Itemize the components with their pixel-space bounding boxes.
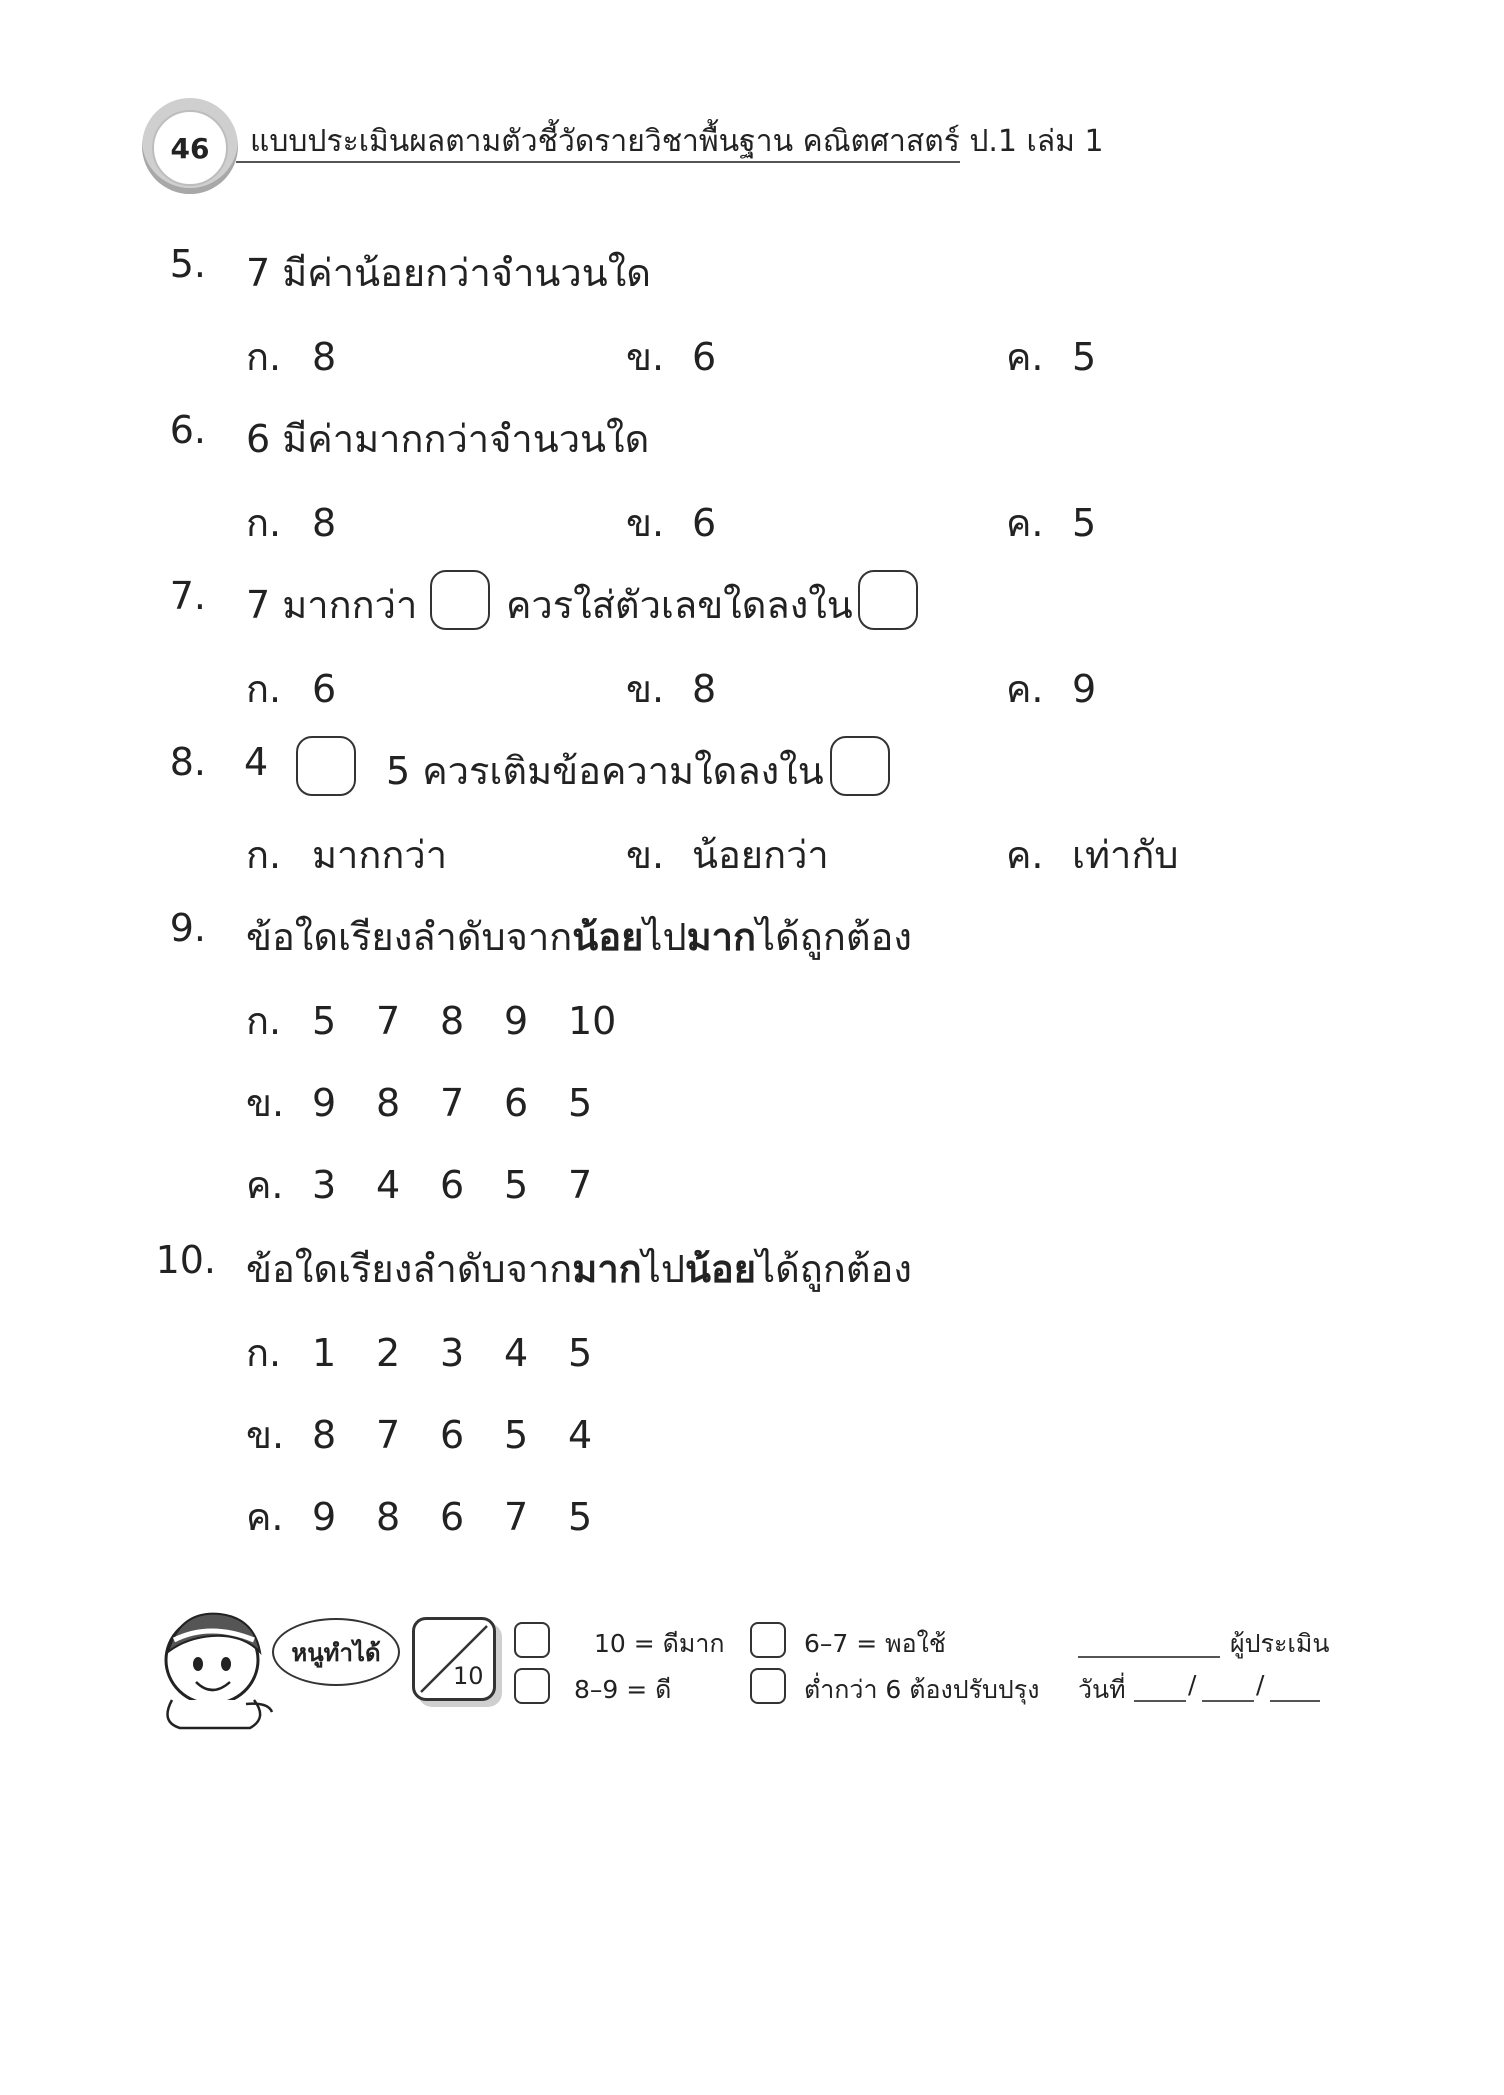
- question-7-option-a[interactable]: ก. 6: [246, 667, 337, 711]
- question-9-number: 9.: [169, 906, 206, 950]
- rubric-checkbox-good[interactable]: [514, 1668, 550, 1704]
- question-9-option-a[interactable]: ก. 5 7 8 9 10: [246, 999, 617, 1043]
- score-box[interactable]: [412, 1617, 496, 1701]
- question-8-text-a: 4: [244, 740, 269, 784]
- question-10-option-a[interactable]: ก. 1 2 3 4 5: [246, 1331, 593, 1375]
- question-7-option-b[interactable]: ข. 8: [626, 667, 717, 711]
- question-7-option-c[interactable]: ค. 9: [1006, 667, 1097, 711]
- question-10-text: ข้อใดเรียงลำดับจากมากไปน้อยได้ถูกต้อง: [246, 1247, 912, 1291]
- answer-box[interactable]: [430, 570, 490, 630]
- question-5-text: 7 มีค่าน้อยกว่าจำนวนใด: [246, 251, 651, 295]
- question-7-text-b: ควรใส่ตัวเลขใดลงใน: [506, 583, 853, 627]
- date-year-line[interactable]: [1270, 1700, 1320, 1702]
- speech-bubble: หนูทำได้: [272, 1618, 400, 1686]
- date-month-line[interactable]: [1202, 1700, 1254, 1702]
- question-8-number: 8.: [169, 740, 206, 784]
- question-6-option-a[interactable]: ก. 8: [246, 501, 337, 545]
- question-9-option-b[interactable]: ข. 9 8 7 6 5: [246, 1081, 593, 1125]
- question-8-option-c[interactable]: ค. เท่ากับ: [1006, 833, 1179, 877]
- rubric-fair: 6–7 = พอใช้: [804, 1629, 946, 1658]
- question-5-number: 5.: [169, 242, 206, 286]
- question-6-text: 6 มีค่ามากกว่าจำนวนใด: [246, 417, 650, 461]
- rubric-checkbox-excellent[interactable]: [514, 1622, 550, 1658]
- header-divider: [236, 161, 960, 163]
- answer-box[interactable]: [296, 736, 356, 796]
- question-9-option-c[interactable]: ค. 3 4 6 5 7: [246, 1163, 593, 1207]
- rubric-improve: ต่ำกว่า 6 ต้องปรับปรุง: [804, 1675, 1040, 1704]
- question-10-number: 10.: [155, 1238, 216, 1282]
- header-title: แบบประเมินผลตามตัวชี้วัดรายวิชาพื้นฐาน คณิตศาสตร์ ป.1 เล่ม 1: [250, 124, 1104, 159]
- question-5-option-b[interactable]: ข. 6: [626, 335, 717, 379]
- question-10-option-b[interactable]: ข. 8 7 6 5 4: [246, 1413, 593, 1457]
- girl-illustration: [150, 1600, 280, 1730]
- score-total: 10: [453, 1662, 484, 1690]
- question-10-option-c[interactable]: ค. 9 8 6 7 5: [246, 1495, 593, 1539]
- question-8-text-b: 5 ควรเติมข้อความใดลงใน: [386, 749, 824, 793]
- question-8-option-a[interactable]: ก. มากกว่า: [246, 833, 448, 877]
- rubric-excellent: 10 = ดีมาก: [594, 1629, 725, 1658]
- date-separator: /: [1188, 1670, 1197, 1699]
- question-8-option-b[interactable]: ข. น้อยกว่า: [626, 833, 829, 877]
- rubric-checkbox-fair[interactable]: [750, 1622, 786, 1658]
- question-6-option-c[interactable]: ค. 5: [1006, 501, 1097, 545]
- assessor-label: ผู้ประเมิน: [1230, 1629, 1330, 1658]
- answer-box[interactable]: [830, 736, 890, 796]
- date-day-line[interactable]: [1134, 1700, 1186, 1702]
- question-9-text: ข้อใดเรียงลำดับจากน้อยไปมากได้ถูกต้อง: [246, 915, 912, 959]
- question-6-number: 6.: [169, 408, 206, 452]
- rubric-good: 8–9 = ดี: [574, 1675, 672, 1704]
- answer-box[interactable]: [858, 570, 918, 630]
- date-label: วันที่: [1078, 1675, 1126, 1704]
- date-separator: /: [1256, 1670, 1265, 1699]
- question-7-number: 7.: [169, 574, 206, 618]
- rubric-checkbox-improve[interactable]: [750, 1668, 786, 1704]
- question-6-option-b[interactable]: ข. 6: [626, 501, 717, 545]
- question-7-text-a: 7 มากกว่า: [246, 583, 418, 627]
- page-number: 46: [152, 110, 228, 186]
- question-5-option-a[interactable]: ก. 8: [246, 335, 337, 379]
- assessor-signature-line[interactable]: [1078, 1656, 1220, 1658]
- question-5-option-c[interactable]: ค. 5: [1006, 335, 1097, 379]
